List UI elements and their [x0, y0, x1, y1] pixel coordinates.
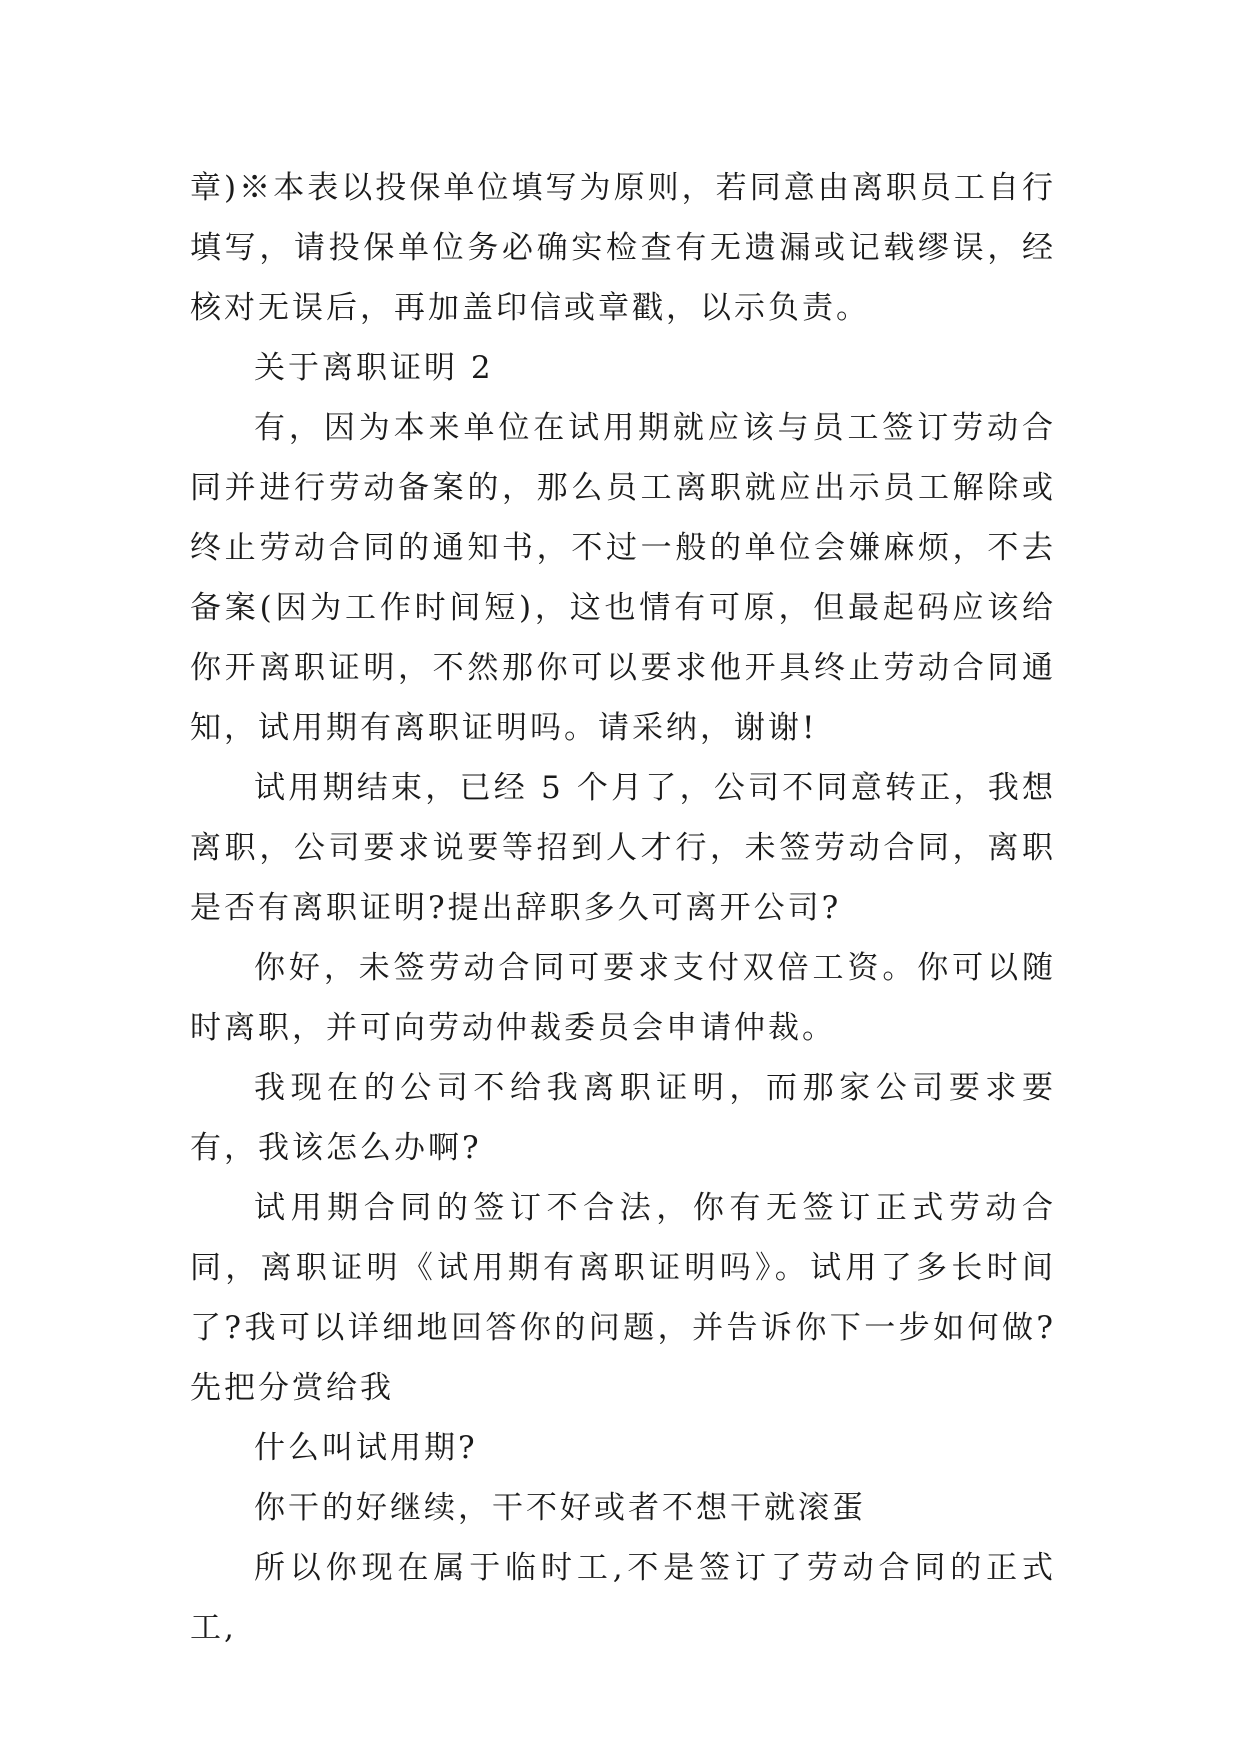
section-heading: 关于离职证明 2 [254, 350, 494, 386]
paragraph-7: 试用期合同的签订不合法，你有无签订正式劳动合同，离职证明《试用期有离职证明吗》。试用了多长时间了?我可以详细地回答你的问题，并告诉你下一步如何做?先把分赏给我 [190, 1190, 1056, 1406]
paragraph-4: 试用期结束，已经 5 个月了，公司不同意转正，我想离职，公司要求说要等招到人才行，未签劳动合同，离职是否有离职证明?提出辞职多久可离开公司? [190, 770, 1056, 926]
paragraph-10: 所以你现在属于临时工,不是签订了劳动合同的正式工, [190, 1550, 1056, 1646]
paragraph-3: 有，因为本来单位在试用期就应该与员工签订劳动合同并进行劳动备案的，那么员工离职就应出示员工解除或终止劳动合同的通知书，不过一般的单位会嫌麻烦，不去备案(因为工作时间短)，这也情有可原，但最起码应该给你开离职证明，不然那你可以要求他开具终止劳动合同通知，试用期有离职证明吗。请采纳，谢谢! [190, 410, 1056, 746]
paragraph-1: 章)※本表以投保单位填写为原则，若同意由离职员工自行填写，请投保单位务必确实检查有无遗漏或记载缪误，经核对无误后，再加盖印信或章戳，以示负责。 [190, 170, 1056, 326]
paragraph-8: 什么叫试用期? [254, 1430, 478, 1466]
paragraph-6: 我现在的公司不给我离职证明，而那家公司要求要有，我该怎么办啊? [190, 1070, 1056, 1166]
document-body [190, 158, 1056, 1658]
paragraph-9: 你干的好继续，干不好或者不想干就滚蛋 [254, 1490, 866, 1526]
paragraph-5: 你好，未签劳动合同可要求支付双倍工资。你可以随时离职，并可向劳动仲裁委员会申请仲裁。 [190, 950, 1056, 1046]
